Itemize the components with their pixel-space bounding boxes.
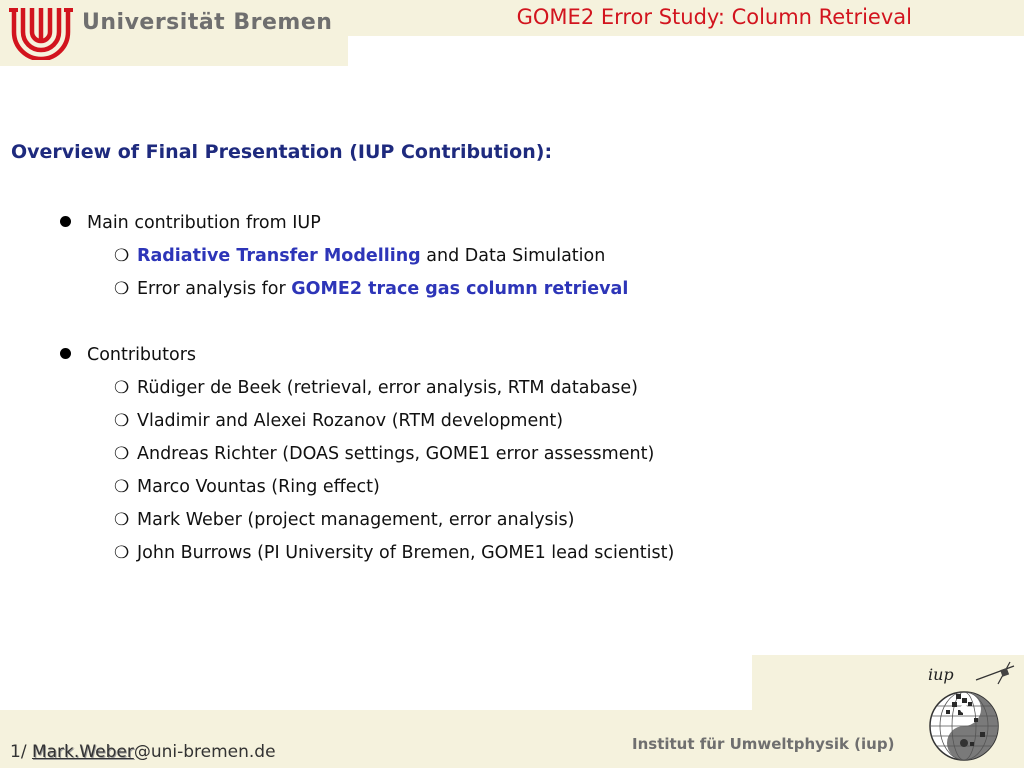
- open-circle-bullet-icon: ❍: [114, 378, 130, 398]
- bullet-text: Main contribution from IUP: [87, 213, 321, 233]
- university-logo-icon: [8, 6, 74, 60]
- contributor-item: [114, 376, 638, 400]
- bullet-main-contribution: [60, 211, 321, 235]
- contributor-text: Vladimir and Alexei Rozanov (RTM development): [137, 411, 564, 431]
- contact-domain: @uni-bremen.de: [133, 742, 276, 762]
- highlight-text: Radiative Transfer Modelling: [137, 246, 421, 266]
- open-circle-bullet-icon: ❍: [114, 477, 130, 497]
- contributor-text: Marco Vountas (Ring effect): [137, 477, 380, 497]
- open-circle-bullet-icon: ❍: [114, 411, 130, 431]
- main-heading: Overview of Final Presentation (IUP Contribution):: [11, 141, 553, 163]
- item-text: and Data Simulation: [420, 246, 606, 266]
- contributor-item: [114, 442, 654, 466]
- contributor-text: Mark Weber (project management, error analysis): [137, 510, 575, 530]
- contributor-item: [114, 541, 674, 565]
- iup-logo-icon: [918, 658, 1022, 766]
- bullet-contributors: [60, 343, 196, 367]
- contributor-text: Andreas Richter (DOAS settings, GOME1 error assessment): [137, 444, 655, 464]
- contributor-item: [114, 508, 574, 532]
- open-circle-bullet-icon: ❍: [114, 444, 130, 464]
- sub-item-radiative-transfer: [114, 244, 605, 268]
- item-text: Error analysis for: [137, 279, 292, 299]
- university-name: Universität Bremen: [82, 10, 333, 35]
- contributor-item: [114, 409, 563, 433]
- footer-contact: [10, 742, 276, 762]
- iup-logo-text: iup: [928, 665, 954, 684]
- open-circle-bullet-icon: ❍: [114, 246, 130, 266]
- footer-separator: /: [20, 742, 32, 762]
- slide-header-title: GOME2 Error Study: Column Retrieval: [516, 5, 912, 29]
- page-number: 1: [10, 742, 21, 762]
- open-circle-bullet-icon: ❍: [114, 510, 130, 530]
- contributor-item: [114, 475, 380, 499]
- contributor-text: Rüdiger de Beek (retrieval, error analysis, RTM database): [137, 378, 639, 398]
- open-circle-bullet-icon: ❍: [114, 279, 130, 299]
- contributor-text: John Burrows (PI University of Bremen, GOME1 lead scientist): [137, 543, 675, 563]
- contact-name-link[interactable]: Mark.Weber: [31, 742, 134, 762]
- filled-circle-bullet-icon: [60, 348, 71, 359]
- sub-item-error-analysis: [114, 277, 628, 301]
- bullet-text: Contributors: [87, 345, 197, 365]
- filled-circle-bullet-icon: [60, 216, 71, 227]
- institute-name: Institut für Umweltphysik (iup): [632, 735, 895, 753]
- highlight-text: GOME2 trace gas column retrieval: [291, 279, 629, 299]
- open-circle-bullet-icon: ❍: [114, 543, 130, 563]
